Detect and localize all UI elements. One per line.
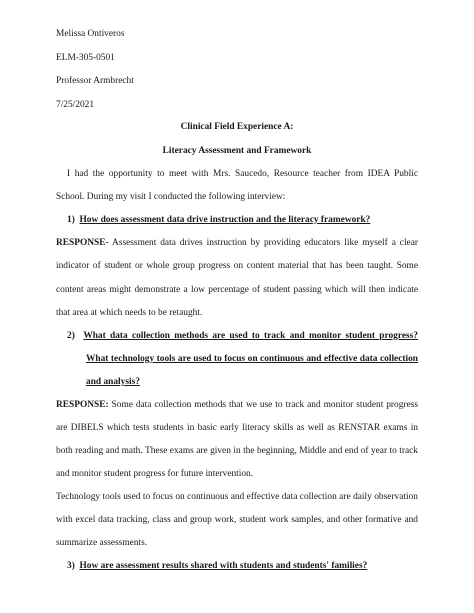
response-1-label: RESPONSE- <box>56 238 109 248</box>
response-2-line-3: both reading and math. These exams are given in the beginning, Middle and end of year to track <box>56 446 418 456</box>
response-1-line-1: RESPONSE- Assessment data drives instruction by providing educators like myself a clear <box>56 238 418 248</box>
response-2-line-7: summarize assessments. <box>56 538 148 548</box>
course-code: ELM-305-0501 <box>56 53 115 63</box>
question-3 <box>67 561 418 571</box>
response-2-label: RESPONSE: <box>56 400 109 410</box>
question-1 <box>67 215 418 225</box>
document-title: Clinical Field Experience A: <box>180 122 294 132</box>
response-1-line-3: content areas might demonstrate a low percentage of student passing which will then indicate <box>56 285 418 295</box>
question-2-number: 2) <box>67 331 75 341</box>
response-2-line-5: Technology tools used to focus on continuous and effective data collection are daily observation <box>56 492 418 502</box>
question-3-number: 3) <box>67 561 75 571</box>
response-1-line-2: indicator of student or whole group progress on content material that has been taught. Some <box>56 261 418 271</box>
document-date: 7/25/2021 <box>56 100 95 110</box>
question-1-number: 1) <box>67 215 75 225</box>
response-2-line-6: with excel data tracking, class and group work, student work samples, and other formative and <box>56 515 418 525</box>
question-2-line-1: 2) What data collection methods are used to track and monitor student progress? <box>67 331 418 341</box>
response-2-line-4: and monitor student progress for future intervention. <box>56 469 254 479</box>
response-2-line-1: RESPONSE: Some data collection methods that we use to track and monitor student progress <box>56 400 418 410</box>
document-subtitle: Literacy Assessment and Framework <box>162 146 312 156</box>
question-2-line-2: What technology tools are used to focus on continuous and effective data collection <box>86 354 418 364</box>
intro-line-2: School. During my visit I conducted the following interview: <box>56 192 286 202</box>
response-2-line-2: are DIBELS which tests students in basic early literacy skills as well as RENSTAR exams in <box>56 423 418 433</box>
intro-line-1: I had the opportunity to meet with Mrs. Saucedo, Resource teacher from IDEA Public <box>67 169 418 179</box>
question-3-text: How are assessment results shared with students and students' families? <box>79 561 368 571</box>
question-2-line-3: and analysis? <box>86 377 140 387</box>
author-name: Melissa Ontiveros <box>56 29 125 39</box>
professor-name: Professor Armbrecht <box>56 76 134 86</box>
question-1-text: How does assessment data drive instruction and the literacy framework? <box>79 215 371 225</box>
response-1-line-4: that area at which needs to be retaught. <box>56 308 203 318</box>
